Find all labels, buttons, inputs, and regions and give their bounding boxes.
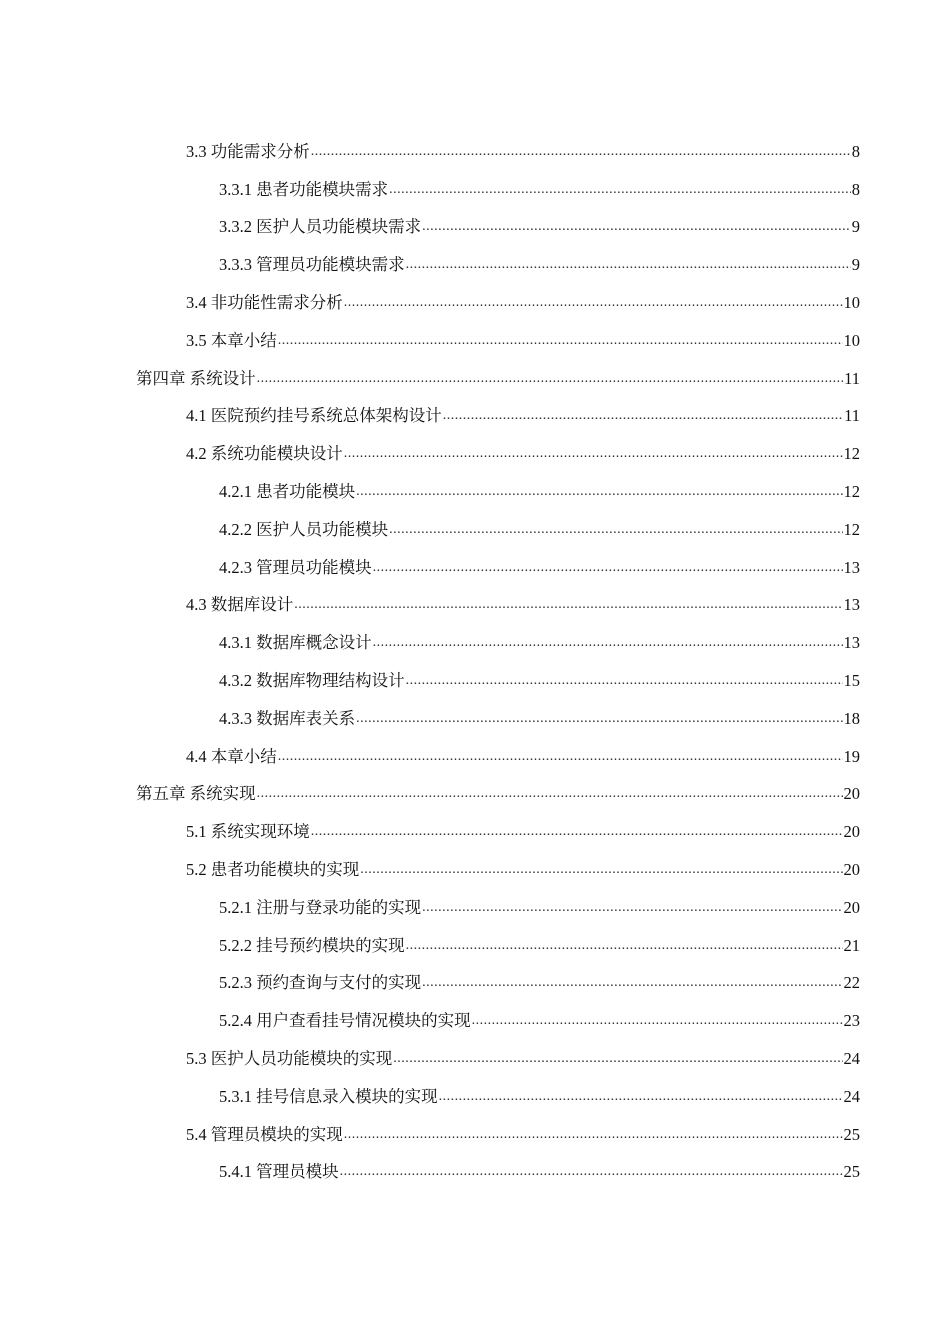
toc-section-entry[interactable] <box>0 1039 950 1077</box>
toc-entry-title: 5.2.2 挂号预约模块的实现 <box>219 935 405 955</box>
toc-subsection-entry[interactable] <box>0 170 950 208</box>
toc-line <box>219 1163 950 1190</box>
toc-subsection-entry[interactable] <box>0 623 950 661</box>
toc-section-entry[interactable] <box>0 1115 950 1153</box>
toc-chapter-entry[interactable] <box>0 775 950 813</box>
toc-dot-leader <box>422 974 842 992</box>
toc-entry-title: 4.3 数据库设计 <box>186 595 294 615</box>
toc-line <box>186 445 950 472</box>
toc-dot-leader <box>406 937 843 955</box>
toc-section-entry[interactable] <box>0 737 950 775</box>
toc-page-number: 9 <box>851 217 860 237</box>
toc-entry-title: 3.3.2 医护人员功能模块需求 <box>219 217 422 237</box>
toc-page-number: 9 <box>851 255 860 275</box>
toc-subsection-entry[interactable] <box>0 510 950 548</box>
toc-dot-leader <box>311 823 843 841</box>
toc-dot-leader <box>422 218 851 236</box>
toc-section-entry[interactable] <box>0 812 950 850</box>
toc-dot-leader <box>373 634 843 652</box>
toc-line <box>219 899 950 926</box>
toc-page-number: 23 <box>843 1011 860 1031</box>
toc-section-entry[interactable] <box>0 434 950 472</box>
toc-page-number: 19 <box>843 746 860 766</box>
toc-line <box>219 974 950 1001</box>
toc-subsection-entry[interactable] <box>0 964 950 1002</box>
toc-page-number: 13 <box>843 595 860 615</box>
toc-entry-title: 4.1 医院预约挂号系统总体架构设计 <box>186 406 442 426</box>
toc-line <box>219 1088 950 1115</box>
toc-entry-title: 5.3.1 挂号信息录入模块的实现 <box>219 1086 438 1106</box>
toc-line <box>219 710 950 737</box>
toc-entry-title: 3.5 本章小结 <box>186 330 277 350</box>
toc-dot-leader <box>406 256 851 274</box>
toc-page-number: 21 <box>843 935 860 955</box>
toc-dot-leader <box>311 143 851 161</box>
toc-section-entry[interactable] <box>0 850 950 888</box>
toc-line <box>186 823 950 850</box>
toc-section-entry[interactable] <box>0 397 950 435</box>
toc-section-entry[interactable] <box>0 283 950 321</box>
toc-entry-title: 4.2.2 医护人员功能模块 <box>219 519 389 539</box>
toc-subsection-entry[interactable] <box>0 1077 950 1115</box>
toc-line <box>186 596 950 623</box>
toc-page-number: 10 <box>843 292 860 312</box>
toc-page-number: 24 <box>843 1048 860 1068</box>
toc-subsection-entry[interactable] <box>0 1153 950 1191</box>
toc-dot-leader <box>278 748 843 766</box>
toc-page-number: 20 <box>843 897 860 917</box>
toc-page-number: 15 <box>843 670 860 690</box>
toc-line <box>186 332 950 359</box>
toc-entry-title: 3.4 非功能性需求分析 <box>186 292 343 312</box>
toc-subsection-entry[interactable] <box>0 208 950 246</box>
toc-page-number: 20 <box>843 859 860 879</box>
toc-dot-leader <box>294 596 842 614</box>
toc-entry-title: 5.1 系统实现环境 <box>186 822 310 842</box>
toc-entry-title: 5.2.1 注册与登录功能的实现 <box>219 897 422 917</box>
toc-line <box>219 181 950 208</box>
toc-entry-title: 4.2.3 管理员功能模块 <box>219 557 372 577</box>
toc-page-number: 13 <box>843 633 860 653</box>
toc-line <box>219 218 950 245</box>
toc-entry-title: 3.3.3 管理员功能模块需求 <box>219 255 405 275</box>
toc-line <box>219 559 950 586</box>
toc-entry-title: 3.3.1 患者功能模块需求 <box>219 179 389 199</box>
toc-entry-title: 5.2.3 预约查询与支付的实现 <box>219 973 422 993</box>
toc-entry-title: 4.4 本章小结 <box>186 746 277 766</box>
toc-line <box>219 1012 950 1039</box>
toc-entry-title: 5.4 管理员模块的实现 <box>186 1124 343 1144</box>
toc-page-number: 25 <box>843 1124 860 1144</box>
toc-subsection-entry[interactable] <box>0 472 950 510</box>
toc-entry-title: 4.3.3 数据库表关系 <box>219 708 356 728</box>
toc-line <box>186 407 950 434</box>
toc-subsection-entry[interactable] <box>0 661 950 699</box>
toc-entry-title: 3.3 功能需求分析 <box>186 141 310 161</box>
toc-dot-leader <box>344 294 843 312</box>
toc-entry-title: 4.3.2 数据库物理结构设计 <box>219 670 405 690</box>
toc-dot-leader <box>257 785 843 803</box>
toc-dot-leader <box>373 559 843 577</box>
toc-page-number: 20 <box>843 784 860 804</box>
toc-entry-title: 5.2.4 用户查看挂号情况模块的实现 <box>219 1011 471 1031</box>
toc-dot-leader <box>439 1088 843 1106</box>
toc-entry-title: 4.2 系统功能模块设计 <box>186 444 343 464</box>
toc-entry-title: 第五章 系统实现 <box>136 784 256 804</box>
toc-page-number: 8 <box>851 141 860 161</box>
toc-entry-title: 5.4.1 管理员模块 <box>219 1162 339 1182</box>
toc-page-number: 20 <box>843 822 860 842</box>
toc-subsection-entry[interactable] <box>0 888 950 926</box>
toc-page-number: 22 <box>843 973 860 993</box>
toc-line <box>186 143 950 170</box>
toc-dot-leader <box>356 710 842 728</box>
toc-subsection-entry[interactable] <box>0 1001 950 1039</box>
toc-dot-leader <box>443 407 843 425</box>
toc-entry-title: 5.2 患者功能模块的实现 <box>186 859 360 879</box>
toc-line <box>219 634 950 661</box>
toc-dot-leader <box>406 672 843 690</box>
toc-section-entry[interactable] <box>0 321 950 359</box>
toc-entry-title: 4.2.1 患者功能模块 <box>219 481 356 501</box>
toc-dot-leader <box>422 899 842 917</box>
toc-section-entry[interactable] <box>0 586 950 624</box>
toc-page-number: 12 <box>843 444 860 464</box>
table-of-contents <box>0 132 950 1190</box>
toc-dot-leader <box>257 370 843 388</box>
toc-line <box>186 861 950 888</box>
toc-line <box>219 256 950 283</box>
toc-dot-leader <box>389 181 851 199</box>
toc-page-number: 24 <box>843 1086 860 1106</box>
toc-entry-title: 第四章 系统设计 <box>136 368 256 388</box>
toc-line <box>186 1050 950 1077</box>
toc-page-number: 18 <box>843 708 860 728</box>
toc-dot-leader <box>356 483 842 501</box>
toc-page-number: 13 <box>843 557 860 577</box>
toc-dot-leader <box>344 1126 843 1144</box>
toc-dot-leader <box>278 332 843 350</box>
toc-entry-title: 5.3 医护人员功能模块的实现 <box>186 1048 393 1068</box>
toc-line <box>219 521 950 548</box>
toc-line <box>219 937 950 964</box>
toc-line <box>186 748 950 775</box>
toc-dot-leader <box>340 1163 843 1181</box>
toc-line <box>219 672 950 699</box>
toc-dot-leader <box>344 445 843 463</box>
toc-dot-leader <box>360 861 842 879</box>
toc-page-number: 11 <box>844 406 860 426</box>
toc-page-number: 25 <box>843 1162 860 1182</box>
toc-line <box>186 1126 950 1153</box>
toc-line <box>186 294 950 321</box>
toc-entry-title: 4.3.1 数据库概念设计 <box>219 633 372 653</box>
toc-chapter-entry[interactable] <box>0 359 950 397</box>
toc-section-entry[interactable] <box>0 132 950 170</box>
toc-subsection-entry[interactable] <box>0 245 950 283</box>
toc-page-number: 12 <box>843 481 860 501</box>
toc-dot-leader <box>389 521 842 539</box>
toc-line <box>136 370 950 397</box>
toc-subsection-entry[interactable] <box>0 699 950 737</box>
toc-page-number: 12 <box>843 519 860 539</box>
toc-dot-leader <box>472 1012 843 1030</box>
toc-line <box>136 785 950 812</box>
toc-page-number: 8 <box>851 179 860 199</box>
toc-page-number: 10 <box>843 330 860 350</box>
toc-dot-leader <box>393 1050 842 1068</box>
toc-line <box>219 483 950 510</box>
toc-page-number: 11 <box>844 368 860 388</box>
toc-subsection-entry[interactable] <box>0 926 950 964</box>
toc-subsection-entry[interactable] <box>0 548 950 586</box>
